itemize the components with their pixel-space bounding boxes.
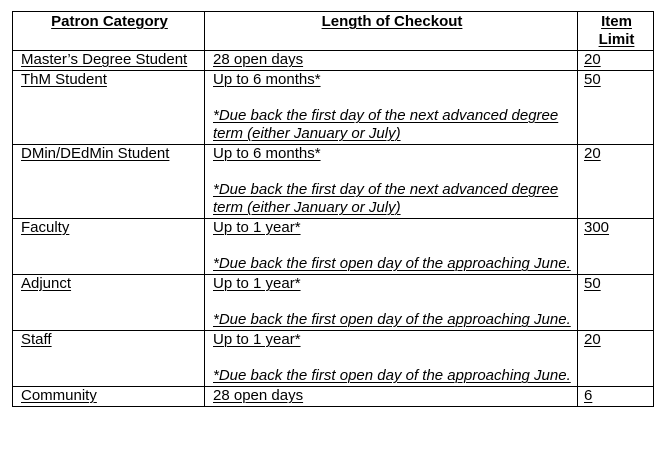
table-row: [13, 219, 654, 275]
item-limit-cell: 50: [578, 71, 654, 145]
item-limit-cell: 50: [578, 275, 654, 331]
patron-category-cell: DMin/DEdMin Student: [13, 145, 205, 219]
patron-category-cell: Master’s Degree Student: [13, 51, 205, 71]
patron-category-cell: Community: [13, 387, 205, 407]
checkout-note: *Due back the first open day of the approaching June.: [213, 255, 571, 272]
table-row: [13, 71, 654, 145]
checkout-length: Up to 6 months*: [213, 145, 321, 162]
checkout-note: *Due back the first open day of the approaching June.: [213, 311, 571, 328]
length-of-checkout-cell: [205, 387, 578, 407]
length-of-checkout-cell: [205, 51, 578, 71]
length-of-checkout-cell: [205, 275, 578, 331]
patron-category-cell: Faculty: [13, 219, 205, 275]
length-of-checkout-cell: [205, 219, 578, 275]
patron-category-cell: Adjunct: [13, 275, 205, 331]
checkout-length: Up to 1 year*: [213, 219, 301, 236]
item-limit-cell: 300: [578, 219, 654, 275]
header-item-limit: Item Limit: [578, 12, 654, 51]
checkout-length: 28 open days: [213, 387, 304, 404]
checkout-length: 28 open days: [213, 51, 304, 68]
checkout-length: Up to 1 year*: [213, 275, 301, 292]
checkout-note: *Due back the first day of the next advanced degree term (either January or July): [213, 107, 559, 142]
table-row: [13, 331, 654, 387]
table-row: [13, 145, 654, 219]
length-of-checkout-cell: [205, 145, 578, 219]
checkout-note: *Due back the first open day of the approaching June.: [213, 367, 571, 384]
table-row: [13, 387, 654, 407]
header-row: [13, 12, 654, 51]
table-row: [13, 51, 654, 71]
item-limit-cell: 20: [578, 331, 654, 387]
header-length-of-checkout: Length of Checkout: [205, 12, 578, 51]
checkout-note: *Due back the first day of the next advanced degree term (either January or July): [213, 181, 559, 216]
patron-category-cell: ThM Student: [13, 71, 205, 145]
checkout-length: Up to 6 months*: [213, 71, 321, 88]
checkout-length: Up to 1 year*: [213, 331, 301, 348]
checkout-policy-table: [12, 11, 654, 407]
length-of-checkout-cell: [205, 71, 578, 145]
length-of-checkout-cell: [205, 331, 578, 387]
item-limit-cell: 20: [578, 145, 654, 219]
header-patron-category: Patron Category: [13, 12, 205, 51]
patron-category-cell: Staff: [13, 331, 205, 387]
table-row: [13, 275, 654, 331]
item-limit-cell: 20: [578, 51, 654, 71]
item-limit-cell: 6: [578, 387, 654, 407]
